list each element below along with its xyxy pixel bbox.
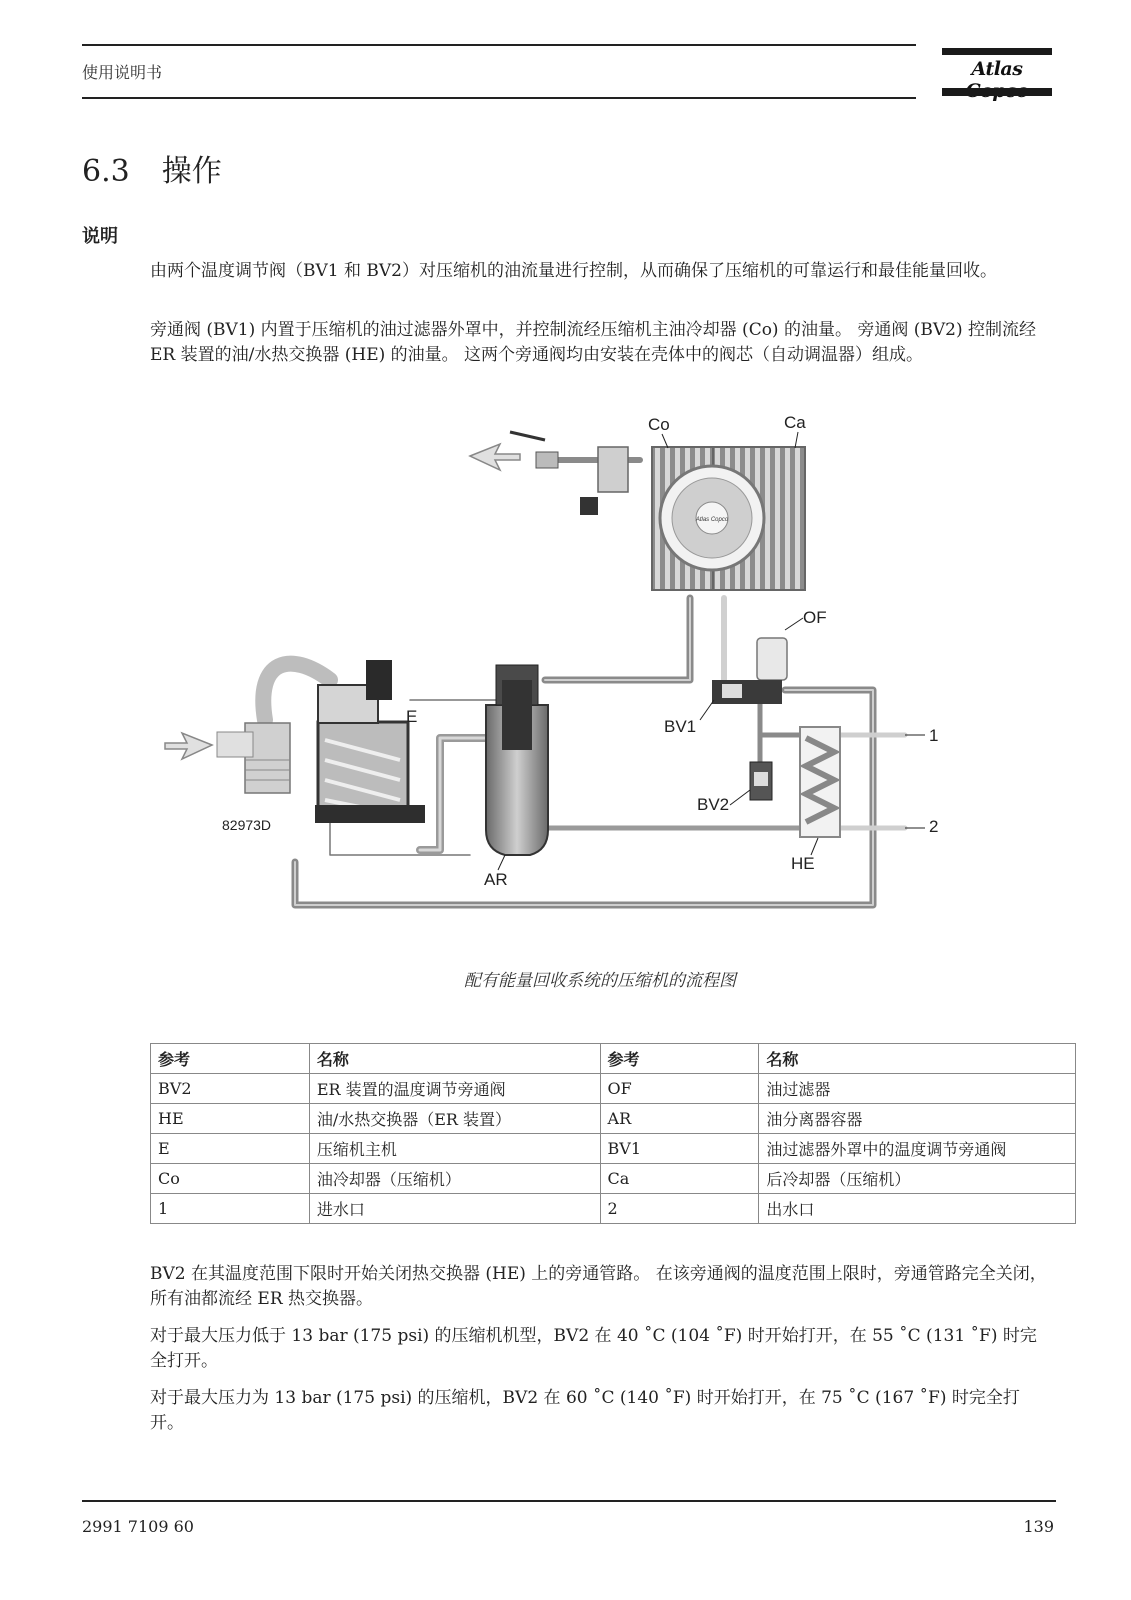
table-cell: 后冷却器（压缩机） xyxy=(759,1164,1076,1194)
header-bottom-rule xyxy=(82,97,916,99)
intro-paragraph-2: 旁通阀 (BV1) 内置于压缩机的油过滤器外罩中，并控制流经压缩机主油冷却器 (Co) 的油量。 旁通阀 (BV2) 控制流经 ER 装置的油/水热交换器 (HE) 的油量。 这两个旁通阀均由安装在壳体中的阀芯（自动调温器）组成。 xyxy=(150,320,1037,365)
brand-logo-text: Atlas xyxy=(971,58,1023,80)
table-cell: 进水口 xyxy=(309,1194,600,1224)
label-ar: AR xyxy=(484,870,508,889)
table-cell: OF xyxy=(600,1074,759,1104)
reference-table xyxy=(150,1043,1076,1224)
section-title: 操作 xyxy=(161,154,222,189)
table-header-cell: 名称 xyxy=(759,1044,1076,1074)
label-of: OF xyxy=(803,608,827,627)
body-paragraph-1: BV2 在其温度范围下限时开始关闭热交换器 (HE) 上的旁通管路。 在该旁通阀的温度范围上限时，旁通管路完全关闭，所有油都流经 ER 热交换器。 xyxy=(150,1264,1047,1309)
section-heading xyxy=(82,146,222,190)
table-row xyxy=(151,1194,1076,1224)
diagram-caption: 配有能量回收系统的压缩机的流程图 xyxy=(464,971,736,991)
separator-to-cooler-pipe xyxy=(545,598,690,680)
fan-brand-text: Atlas Copco xyxy=(695,517,729,523)
diagram-code: 82973D xyxy=(222,817,272,833)
header-top-rule xyxy=(82,44,916,46)
flow-diagram xyxy=(160,410,960,940)
separator-to-cooler-pipe-line xyxy=(545,598,690,680)
table-cell: 油过滤器外罩中的温度调节旁通阀 xyxy=(759,1134,1076,1164)
table-header-cell: 名称 xyxy=(309,1044,600,1074)
label-he: HE xyxy=(791,854,815,873)
label-ca: Ca xyxy=(784,413,806,432)
element-to-separator-pipe-line xyxy=(420,738,490,850)
table-cell: Co xyxy=(151,1164,310,1194)
table-cell: 压缩机主机 xyxy=(309,1134,600,1164)
body-paragraph-2: 对于最大压力低于 13 bar (175 psi) 的压缩机机型，BV2 在 40 ˚C (104 ˚F) 时开始打开，在 55 ˚C (131 ˚F) 时完全打开。 xyxy=(150,1326,1037,1371)
intake-arrow-icon xyxy=(165,733,212,759)
body-paragraph-3: 对于最大压力为 13 bar (175 psi) 的压缩机，BV2 在 60 ˚C (140 ˚F) 时开始打开，在 75 ˚C (167 ˚F) 时完全打开。 xyxy=(150,1388,1020,1433)
label-water-in: 1 xyxy=(929,726,939,745)
table-row xyxy=(151,1134,1076,1164)
table-cell: 油/水热交换器（ER 装置） xyxy=(309,1104,600,1134)
intro-paragraph-1: 由两个温度调节阀（BV1 和 BV2）对压缩机的油流量进行控制，从而确保了压缩机的可靠运行和最佳能量回收。 xyxy=(150,261,997,281)
document-number: 2991 7109 60 xyxy=(82,1517,194,1536)
table-cell: 油过滤器 xyxy=(759,1074,1076,1104)
table-cell: E xyxy=(151,1134,310,1164)
document-title: 使用说明书 xyxy=(82,63,163,82)
table-row xyxy=(151,1074,1076,1104)
element-to-separator-pipe xyxy=(420,738,490,850)
table-cell: ER 装置的温度调节旁通阀 xyxy=(309,1074,600,1104)
table-cell: HE xyxy=(151,1104,310,1134)
table-cell: 2 xyxy=(600,1194,759,1224)
page-number: 139 xyxy=(1023,1517,1054,1536)
table-cell: 油分离器容器 xyxy=(759,1104,1076,1134)
oil-filter-of xyxy=(757,638,787,680)
solenoid-valve xyxy=(366,660,392,700)
table-cell: BV1 xyxy=(600,1134,759,1164)
label-e: E xyxy=(406,707,418,726)
label-co: Co xyxy=(648,415,670,434)
table-cell: Ca xyxy=(600,1164,759,1194)
table-header-cell: 参考 xyxy=(600,1044,759,1074)
subsection-title: 说明 xyxy=(82,226,118,247)
brand-logo xyxy=(942,46,1052,100)
label-bv2: BV2 xyxy=(697,795,730,814)
table-cell: AR xyxy=(600,1104,759,1134)
label-bv1: BV1 xyxy=(664,717,697,736)
table-cell: 油冷却器（压缩机） xyxy=(309,1164,600,1194)
drain-valve xyxy=(598,447,628,492)
exhaust-arrow-icon xyxy=(470,444,520,470)
table-row xyxy=(151,1164,1076,1194)
table-cell: 1 xyxy=(151,1194,310,1224)
table-cell: BV2 xyxy=(151,1074,310,1104)
section-number: 6.3 xyxy=(82,154,130,189)
table-header-cell: 参考 xyxy=(151,1044,310,1074)
table-cell: 出水口 xyxy=(759,1194,1076,1224)
table-header-row xyxy=(151,1044,1076,1074)
footer-rule xyxy=(82,1500,1056,1502)
label-water-out: 2 xyxy=(929,817,939,836)
bv2-pipe xyxy=(760,700,800,770)
table-row xyxy=(151,1104,1076,1134)
